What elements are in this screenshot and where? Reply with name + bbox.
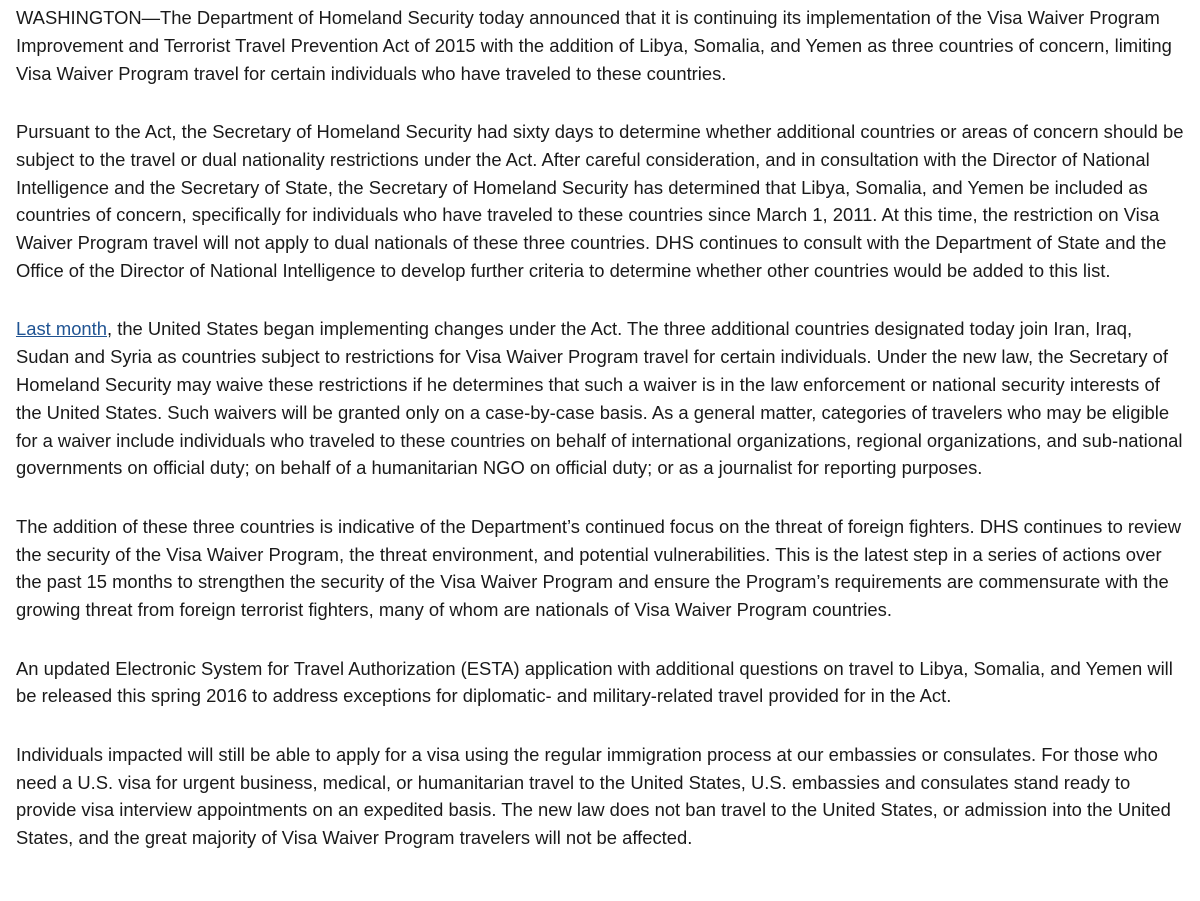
paragraph-implementation [16, 315, 1188, 482]
paragraph-determination: Pursuant to the Act, the Secretary of Homeland Security had sixty days to determine whether additional countries or areas of concern should be subject to the travel or dual nationality restrictions under the Act. After careful consideration, and in consultation with the Director of National Intelligence and the Secretary of State, the Secretary of Homeland Security has determined that Libya, Somalia, and Yemen be included as countries of concern, specifically for individuals who have traveled to these countries since March 1, 2011. At this time, the restriction on Visa Waiver Program travel will not apply to dual nationals of these three countries. DHS continues to consult with the Department of State and the Office of the Director of National Intelligence to develop further criteria to determine whether other countries would be added to this list. [16, 120, 1184, 281]
last-month-link[interactable]: Last month [16, 318, 107, 340]
paragraph-implementation-text: , the United States began implementing changes under the Act. The three additional countries designated today join Iran, Iraq, Sudan and Syria as countries subject to restrictions for Visa Waiver Program travel for certain individuals. Under the new law, the Secretary of Homeland Security may waive these restrictions if he determines that such a waiver is in the law enforcement or national security interests of the United States. Such waivers will be granted only on a case-by-case basis. As a general matter, categories of travelers who may be eligible for a waiver include individuals who traveled to these countries on behalf of international organizations, regional organizations, and sub-national governments on official duty; on behalf of a humanitarian NGO on official duty; or as a journalist for reporting purposes. [16, 318, 1183, 479]
paragraph-visa-process: Individuals impacted will still be able to apply for a visa using the regular immigration process at our embassies or consulates. For those who need a U.S. visa for urgent business, medical, or humanitarian travel to the United States, U.S. embassies and consulates stand ready to provide visa interview appointments on an expedited basis. The new law does not ban travel to the United States, or admission into the United States, and the great majority of Visa Waiver Program travelers will not be affected. [16, 743, 1171, 849]
paragraph-announcement: WASHINGTON—The Department of Homeland Security today announced that it is continuing its implementation of the Visa Waiver Program Improvement and Terrorist Travel Prevention Act of 2015 with the addition of Libya, Somalia, and Yemen as three countries of concern, limiting Visa Waiver Program travel for certain individuals who have traveled to these countries. [16, 7, 1172, 84]
paragraph-foreign-fighters: The addition of these three countries is indicative of the Department’s continued focus on the threat of foreign fighters. DHS continues to review the security of the Visa Waiver Program, the threat environment, and potential vulnerabilities. This is the latest step in a series of actions over the past 15 months to strengthen the security of the Visa Waiver Program and ensure the Program’s requirements are commensurate with the growing threat from foreign terrorist fighters, many of whom are nationals of Visa Waiver Program countries. [16, 515, 1182, 621]
paragraph-esta-update: An updated Electronic System for Travel Authorization (ESTA) application with additional questions on travel to Libya, Somalia, and Yemen will be released this spring 2016 to address exceptions for diplomatic- and military-related travel provided for in the Act. [16, 657, 1173, 707]
